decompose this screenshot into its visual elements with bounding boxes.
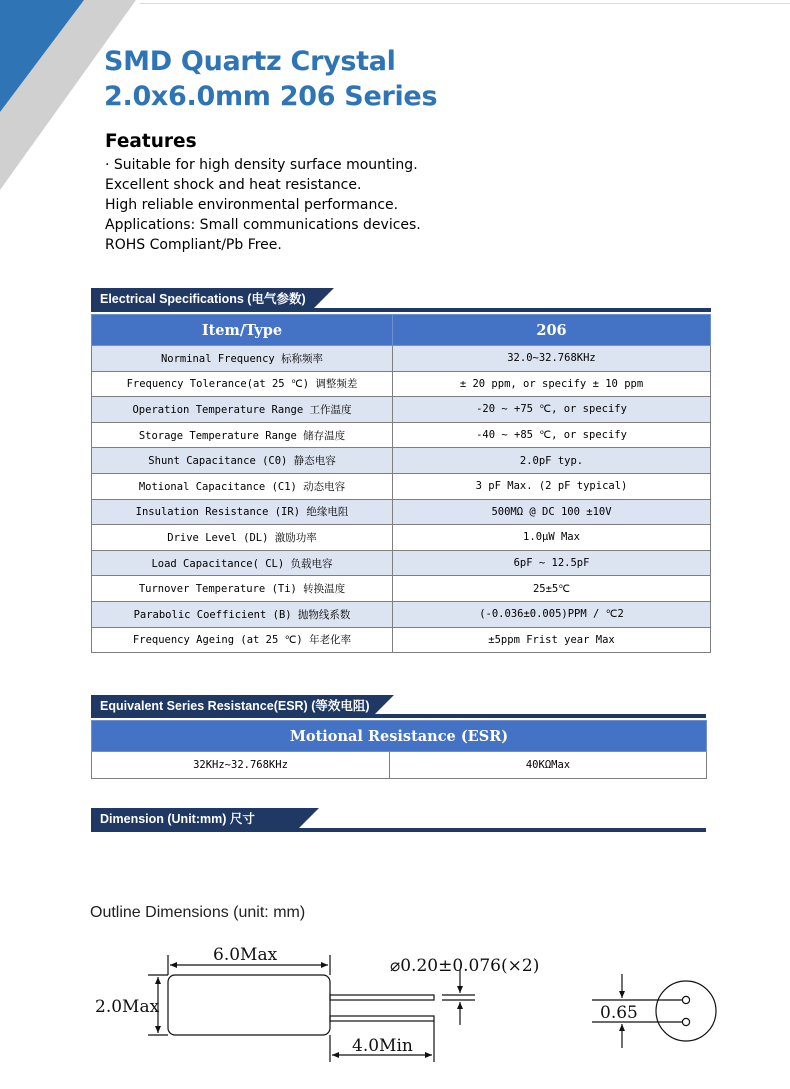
table-row [92, 371, 711, 397]
esr-column-header: Motional Resistance (ESR) [92, 721, 707, 752]
title-line-1: SMD Quartz Crystal [104, 46, 396, 77]
table-row [92, 752, 707, 779]
title-line-2: 2.0x6.0mm 206 Series [104, 81, 438, 112]
table-row [92, 422, 711, 448]
table-row [92, 448, 711, 474]
table-header-row [92, 315, 711, 346]
spec-item: Frequency Ageing (at 25 ℃) 年老化率 [92, 627, 393, 653]
end-view-pin [682, 996, 689, 1003]
features-heading: Features [105, 131, 197, 152]
spec-item: Frequency Tolerance(at 25 ℃) 调整频差 [92, 371, 393, 397]
spec-item: Storage Temperature Range 储存温度 [92, 422, 393, 448]
spec-value: (-0.036±0.005)PPM / ℃2 [393, 601, 711, 627]
spec-item: Motional Capacitance (C1) 动态电容 [92, 473, 393, 499]
esr-value: 40KΩMax [390, 752, 707, 779]
table-row [92, 525, 711, 551]
spec-item: Shunt Capacitance (C0) 静态电容 [92, 448, 393, 474]
spec-value: 25±5℃ [393, 576, 711, 602]
page-title [104, 44, 437, 114]
electrical-section-title: Electrical Specifications (电气参数) [91, 288, 312, 310]
end-view-outline [656, 981, 716, 1041]
table-row [92, 550, 711, 576]
spec-value: 2.0pF typ. [393, 448, 711, 474]
spec-value: -40 ~ +85 ℃, or specify [393, 422, 711, 448]
section-rule [91, 714, 706, 718]
dim-height-label: 2.0Max [95, 997, 160, 1017]
spec-item: Parabolic Coefficient (B) 抛物线系数 [92, 601, 393, 627]
table-row [92, 627, 711, 653]
dimension-section-header [91, 808, 706, 838]
feature-item: ROHS Compliant/Pb Free. [105, 237, 282, 253]
top-divider [140, 3, 790, 4]
electrical-spec-table [91, 314, 711, 653]
spec-item: Insulation Resistance (IR) 绝缘电阻 [92, 499, 393, 525]
table-row [92, 346, 711, 372]
dim-lead-diameter-label: ⌀0.20±0.076(×2) [390, 956, 540, 976]
feature-item: High reliable environmental performance. [105, 197, 399, 213]
dim-pitch-label: 0.65 [600, 1003, 638, 1023]
section-rule [91, 308, 711, 312]
spec-item: Operation Temperature Range 工作温度 [92, 397, 393, 423]
feature-item: Excellent shock and heat resistance. [105, 177, 362, 193]
table-row [92, 601, 711, 627]
table-row [92, 576, 711, 602]
spec-item: Norminal Frequency 标称频率 [92, 346, 393, 372]
crystal-body-outline [168, 975, 330, 1035]
spec-item: Load Capacitance( CL) 负载电容 [92, 550, 393, 576]
outline-drawing [0, 930, 790, 1089]
esr-section-title: Equivalent Series Resistance(ESR) (等效电阻) [91, 695, 372, 717]
lead-lower [330, 1016, 434, 1021]
dimension-section-title: Dimension (Unit:mm) 尺寸 [91, 808, 297, 830]
spec-value: 32.0~32.768KHz [393, 346, 711, 372]
table-row [92, 397, 711, 423]
table-row [92, 499, 711, 525]
spec-value: 500MΩ @ DC 100 ±10V [393, 499, 711, 525]
section-rule [91, 828, 706, 832]
table-header-row [92, 721, 707, 752]
esr-frequency: 32KHz~32.768KHz [92, 752, 390, 779]
esr-table [91, 720, 707, 779]
spec-item: Turnover Temperature (Ti) 转换温度 [92, 576, 393, 602]
spec-value: ±5ppm Frist year Max [393, 627, 711, 653]
dim-lead-length-label: 4.0Min [352, 1036, 413, 1056]
spec-value: ± 20 ppm, or specify ± 10 ppm [393, 371, 711, 397]
feature-item: Applications: Small communications devices. [105, 217, 421, 233]
column-header-item: Item/Type [92, 315, 393, 346]
spec-value: 1.0μW Max [393, 525, 711, 551]
spec-value: 3 pF Max. (2 pF typical) [393, 473, 711, 499]
table-row [92, 473, 711, 499]
end-view-pin [682, 1018, 689, 1025]
outline-dimensions-title: Outline Dimensions (unit: mm) [90, 904, 306, 921]
dim-length-label: 6.0Max [213, 945, 278, 965]
feature-item: · Suitable for high density surface mounting. [105, 157, 418, 173]
lead-upper [330, 995, 434, 1000]
spec-item: Drive Level (DL) 激励功率 [92, 525, 393, 551]
column-header-value: 206 [393, 315, 711, 346]
spec-value: -20 ~ +75 ℃, or specify [393, 397, 711, 423]
features-list [105, 155, 421, 255]
spec-value: 6pF ~ 12.5pF [393, 550, 711, 576]
